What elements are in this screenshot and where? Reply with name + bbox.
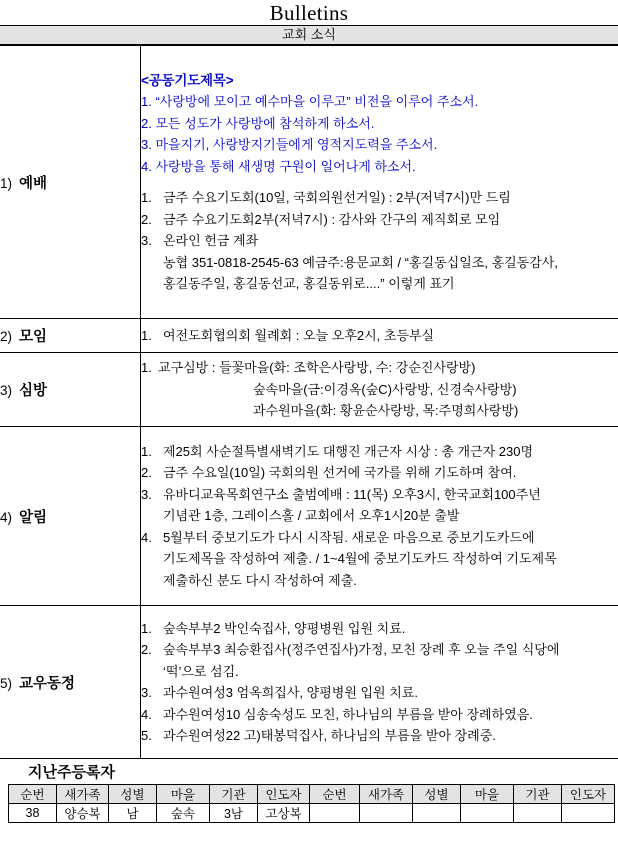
- column-header: 새가족: [57, 785, 109, 804]
- list-marker: 1.: [141, 190, 152, 205]
- list-marker: 3.: [141, 685, 152, 700]
- list-text-line: 숲속부부3 최승환집사(정주연집사)가정, 모친 장례 후 오늘 주일 식당에: [163, 642, 560, 657]
- section-body-visitation: [141, 353, 618, 427]
- list-marker: 1.: [141, 620, 152, 636]
- table-cell: 양승복: [57, 804, 109, 823]
- section-label-visitation: [0, 353, 141, 427]
- section-name: 교우동정: [19, 675, 76, 692]
- list-item: [141, 230, 618, 252]
- list-text: 과수원여성3 엄옥희집사, 양평병원 입원 치료.: [163, 685, 418, 700]
- column-header: 새가족: [360, 785, 413, 804]
- list-text: 금주 수요기도회2부(저녁7시) : 감사와 간구의 제직회로 모임: [163, 211, 501, 227]
- section-body-meeting: [141, 319, 618, 353]
- section-name: 심방: [19, 383, 48, 399]
- section-name: 알림: [19, 509, 48, 526]
- list-item: [141, 484, 618, 527]
- list-item: [141, 357, 618, 379]
- table-row: [0, 427, 618, 606]
- list-text: 제25회 사순절특별새벽기도 대행진 개근자 시상 : 총 개근자 230명: [163, 443, 534, 459]
- section-name: 모임: [19, 329, 48, 345]
- registrants-heading: 지난주등록자: [28, 764, 115, 781]
- list-marker: 5.: [141, 728, 152, 743]
- list-text-line: 유바디교육목회연구소 출범예배 : 11(목) 오후3시, 한국교회100주년: [163, 486, 541, 502]
- section-number: 2): [0, 329, 13, 344]
- column-header: 순번: [310, 785, 360, 804]
- section-number: 5): [0, 675, 13, 691]
- list-marker: 1.: [141, 327, 152, 343]
- section-number: 3): [0, 383, 13, 398]
- section-body-notices: [141, 427, 618, 606]
- account-line: 농협 351-0818-2545-63 예금주:용문교회 / “홍길동십일조, 홍길동감사,: [163, 254, 558, 270]
- list-text: 온라인 헌금 계좌: [163, 233, 259, 248]
- list-marker: 4.: [141, 529, 152, 545]
- section-label-member-news: [0, 606, 141, 759]
- table-row: [0, 606, 618, 759]
- section-body-member-news: [141, 606, 618, 759]
- list-item: [141, 527, 618, 592]
- list-text: 숲속부부2 박인숙집사, 양평병원 입원 치료.: [163, 620, 406, 636]
- list-text-cont: ‘떡’으로 섬김.: [163, 663, 239, 679]
- table-cell: [562, 804, 615, 823]
- section-number: 1): [0, 175, 13, 191]
- list-marker: 2.: [141, 211, 152, 227]
- list-marker: 1.: [141, 443, 152, 459]
- list-text: [163, 527, 618, 592]
- column-header: 순번: [9, 785, 57, 804]
- list-text-cont: 기념관 1층, 그레이스홀 / 교회에서 오후1시20분 출발: [163, 508, 460, 524]
- list-text: [163, 639, 618, 682]
- column-header: 기관: [210, 785, 258, 804]
- list-item: [141, 639, 618, 682]
- section-label-meeting: [0, 319, 141, 353]
- list-text: 금주 수요일(10일) 국회의원 선거에 국가를 위해 기도하며 참여.: [163, 465, 517, 481]
- table-row: [0, 46, 618, 319]
- list-item: [141, 441, 618, 463]
- list-item: [141, 209, 618, 231]
- spacer: [141, 177, 618, 187]
- table-cell: 3남: [210, 804, 258, 823]
- section-name: 예배: [19, 175, 48, 192]
- list-text-cont: 제출하신 분도 다시 작성하여 제출.: [163, 572, 357, 588]
- list-marker: 4.: [141, 706, 152, 722]
- list-text: 교구심방 : 들꽃마을(화: 조학은사랑방, 수: 강순진사랑방): [158, 360, 476, 376]
- column-header: 성별: [109, 785, 157, 804]
- column-header: 인도자: [258, 785, 310, 804]
- column-header: 성별: [413, 785, 461, 804]
- visitation-line: 과수원마을(화: 황윤순사랑방, 목:주명희사랑방): [253, 403, 519, 419]
- prayer-heading: <공동기도제목>: [141, 72, 234, 88]
- section-body-worship: [141, 46, 618, 319]
- prayer-item: 2. 모든 성도가 사랑방에 참석하게 하소서.: [141, 115, 375, 131]
- list-marker: 2.: [141, 642, 152, 657]
- visitation-line: 숲속마을(금:이경옥(숲C)사랑방, 신경숙사랑방): [253, 381, 517, 397]
- table-row: [0, 353, 618, 427]
- table-cell: [413, 804, 461, 823]
- bulletin-table: [0, 45, 618, 759]
- section-label-worship: [0, 46, 141, 319]
- section-number: 4): [0, 509, 13, 525]
- table-row: [9, 804, 615, 823]
- list-marker: 3.: [141, 486, 152, 502]
- list-marker: 1.: [141, 360, 152, 376]
- list-text: 금주 수요기도회(10일, 국회의원선거일) : 2부(저녁7시)만 드림: [163, 190, 511, 205]
- prayer-item: 1. “사랑방에 모이고 예수마을 이루고” 비전을 이루어 주소서.: [141, 94, 479, 109]
- column-header: 인도자: [562, 785, 615, 804]
- list-marker: 2.: [141, 465, 152, 481]
- list-item: [141, 187, 618, 209]
- table-cell: 숲속: [157, 804, 210, 823]
- table-cell: 38: [9, 804, 57, 823]
- column-header: 마을: [157, 785, 210, 804]
- prayer-block: [141, 70, 618, 178]
- column-header: 기관: [514, 785, 562, 804]
- list-text: [163, 484, 618, 527]
- list-marker: 3.: [141, 233, 152, 248]
- list-item: [141, 618, 618, 640]
- list-text: 과수원여성22 고)태봉덕집사, 하나님의 부름을 받아 장례중.: [163, 728, 496, 743]
- table-cell: [514, 804, 562, 823]
- subtitle-band: 교회 소식: [0, 25, 618, 45]
- prayer-item: 4. 사랑방을 통해 새생명 구원이 일어나게 하소서.: [141, 158, 416, 174]
- list-item: [141, 704, 618, 726]
- list-text: 과수원여성10 심송숙성도 모친, 하나님의 부름을 받아 장례하였음.: [163, 706, 533, 722]
- prayer-item: 3. 마을지기, 사랑방지기들에게 영적지도력을 주소서.: [141, 137, 438, 152]
- table-cell: [461, 804, 514, 823]
- list-item: [141, 682, 618, 704]
- table-row: [0, 319, 618, 353]
- registrants-header-row: [9, 785, 615, 804]
- registrants-section: [0, 759, 618, 823]
- list-item: [141, 462, 618, 484]
- table-cell: [360, 804, 413, 823]
- registrants-table: [8, 784, 615, 823]
- table-cell: 남: [109, 804, 157, 823]
- list-text-line: 5월부터 중보기도가 다시 시작됨. 새로운 마음으로 중보기도카드에: [163, 529, 535, 545]
- table-cell: 고상복: [258, 804, 310, 823]
- column-header: 마을: [461, 785, 514, 804]
- document-title: Bulletins: [269, 1, 349, 25]
- list-text: 여전도회협의회 월례회 : 오늘 오후2시, 초등부실: [163, 327, 435, 343]
- account-line: 홍길동주일, 홍길동선교, 홍길동위로....” 이렇게 표기: [163, 276, 455, 291]
- table-cell: [310, 804, 360, 823]
- list-text-cont: 기도제목을 작성하여 제출. / 1~4월에 중보기도카드 작성하여 기도제목: [163, 551, 557, 567]
- list-item: [141, 325, 618, 347]
- list-item: [141, 725, 618, 747]
- section-label-notices: [0, 427, 141, 606]
